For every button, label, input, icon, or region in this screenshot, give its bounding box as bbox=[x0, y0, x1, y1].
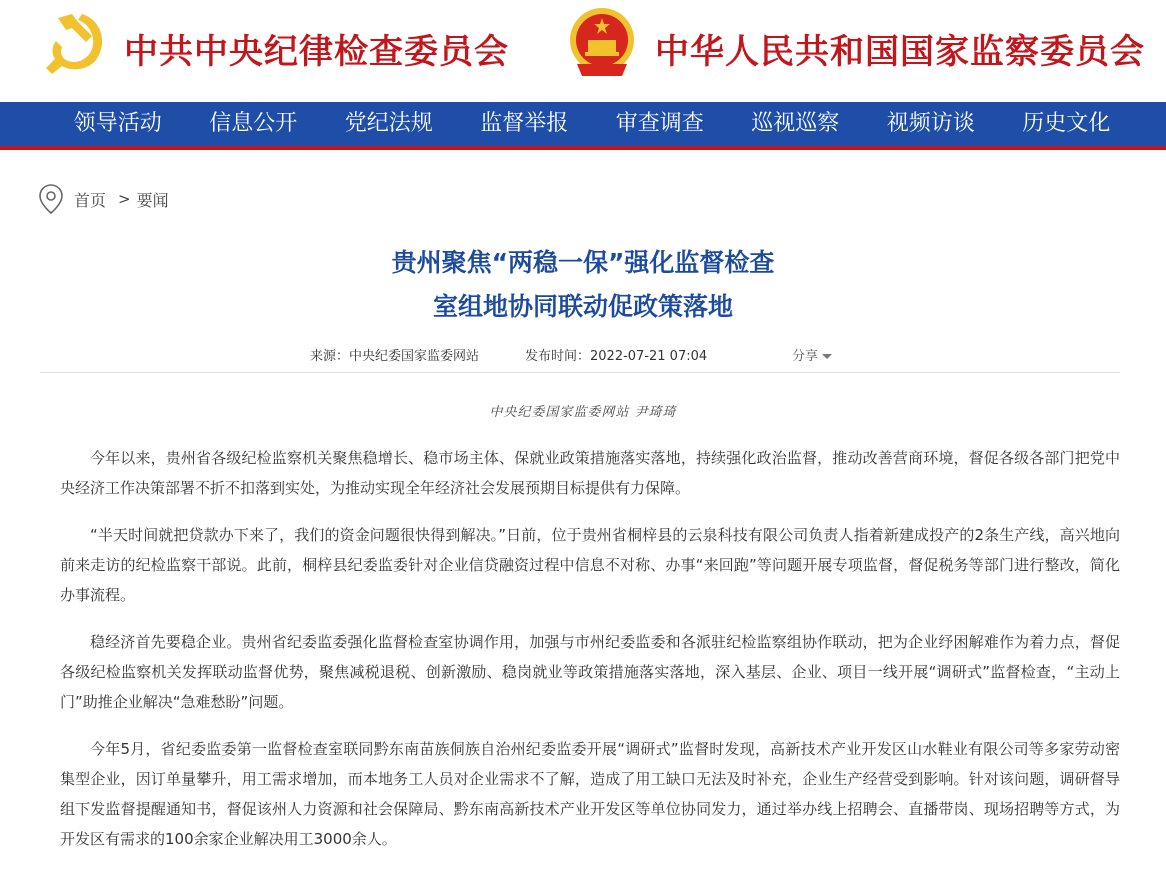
nav-item-history-culture[interactable]: 历史文化 bbox=[1022, 111, 1111, 136]
nav-item-investigation[interactable]: 审查调查 bbox=[615, 111, 704, 136]
article-body bbox=[60, 443, 1120, 871]
nav-item-regulations[interactable]: 党纪法规 bbox=[344, 111, 433, 136]
location-pin-icon bbox=[38, 183, 64, 215]
nav-item-inspection[interactable]: 巡视巡察 bbox=[751, 111, 840, 136]
article-byline: 中央纪委国家监委网站 尹琦琦 bbox=[489, 405, 677, 420]
meta-divider bbox=[40, 372, 1120, 373]
article-title-line-2: 室组地协同联动促政策落地 bbox=[432, 292, 733, 321]
share-button[interactable] bbox=[792, 345, 832, 364]
breadcrumb-current[interactable]: 要闻 bbox=[136, 190, 169, 210]
share-label: 分享 bbox=[792, 349, 819, 364]
article-publish-time: 发布时间：2022-07-21 07:04 bbox=[525, 349, 708, 364]
site-header bbox=[0, 0, 1166, 102]
article-paragraph: 今年以来，贵州省各级纪检监察机关聚焦稳增长、稳市场主体、保就业政策措施落实落地，持续强化政治监督，推动改善营商环境，督促各级各部门把党中央经济工作决策部署不折不扣落到实处，为推动实现全年经济社会发展预期目标提供有力保障。 bbox=[60, 449, 1120, 497]
nav-item-info-disclosure[interactable]: 信息公开 bbox=[209, 111, 298, 136]
cpc-discipline-commission-title: 中共中央纪律检查委员会 bbox=[124, 32, 509, 72]
article-paragraph: “半天时间就把贷款办下来了，我们的资金问题很快得到解决。”日前，位于贵州省桐梓县的云泉科技有限公司负责人指着新建成投产的2条生产线，高兴地向前来走访的纪检监察干部说。此前，桐梓县纪委监委针对企业信贷融资过程中信息不对称、办事“来回跑”等问题开展专项监督，督促税务等部门进行整改，简化办事流程。 bbox=[60, 526, 1120, 604]
article-source: 来源：中央纪委国家监委网站 bbox=[310, 349, 480, 364]
state-supervisory-commission-title: 中华人民共和国国家监察委员会 bbox=[655, 32, 1145, 72]
article-title-line-1: 贵州聚焦“两稳一保”强化监督检查 bbox=[391, 248, 775, 277]
national-emblem-icon bbox=[567, 6, 637, 80]
nav-item-leadership[interactable]: 领导活动 bbox=[73, 111, 162, 136]
article-paragraph: 今年5月，省纪委监委第一监督检查室联同黔东南苗族侗族自治州纪委监委开展“调研式”监督时发现，高新技术产业开发区山水鞋业有限公司等多家劳动密集型企业，因订单量攀升，用工需求增加，而本地务工人员对企业需求不了解，造成了用工缺口无法及时补充，企业生产经营受到影响。针对该问题，调研督导组下发监督提醒通知书，督促该州人力资源和社会保障局、黔东南高新技术产业开发区等单位协同发力，通过举办线上招聘会、直播带岗、现场招聘等方式，为开发区有需求的100余家企业解决用工3000余人。 bbox=[60, 740, 1120, 848]
main-nav bbox=[0, 102, 1166, 150]
breadcrumb bbox=[38, 182, 169, 216]
article-meta bbox=[0, 345, 1166, 365]
nav-item-supervision-report[interactable]: 监督举报 bbox=[480, 111, 569, 136]
breadcrumb-separator: > bbox=[118, 190, 131, 208]
article-paragraph: 稳经济首先要稳企业。贵州省纪委监委强化监督检查室协调作用，加强与市州纪委监委和各派驻纪检监察组协作联动，把为企业纾困解难作为着力点，督促各级纪检监察机关发挥联动监督优势，聚焦减税退税、创新激励、稳岗就业等政策措施落实落地，深入基层、企业、项目一线开展“调研式”监督检查，“主动上门”助推企业解决“急难愁盼”问题。 bbox=[60, 633, 1120, 711]
party-emblem-icon bbox=[42, 8, 110, 76]
chevron-down-icon bbox=[822, 354, 832, 359]
breadcrumb-home-link[interactable]: 首页 bbox=[74, 190, 107, 210]
nav-item-video-interview[interactable]: 视频访谈 bbox=[886, 111, 975, 136]
